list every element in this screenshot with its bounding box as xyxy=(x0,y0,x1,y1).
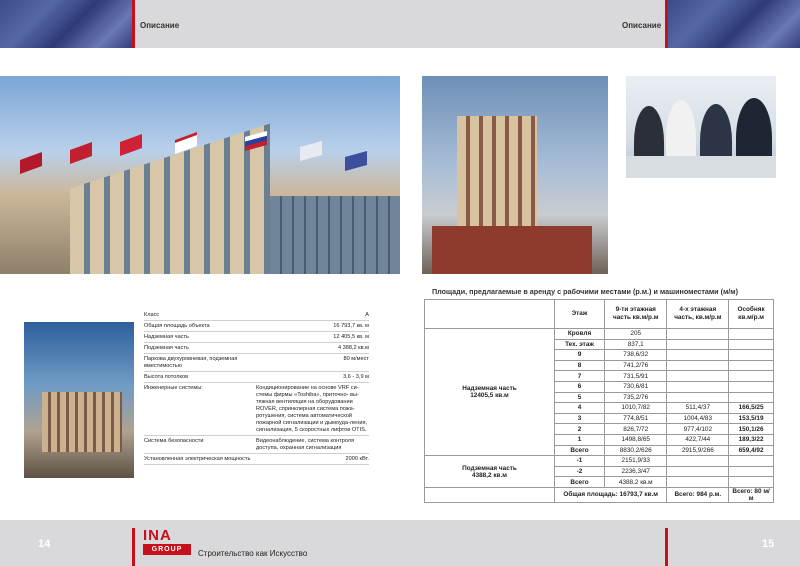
floor-cell: 6 xyxy=(555,381,605,392)
header-mansion: Особняк кв.м/р.м xyxy=(729,300,774,329)
flag-icon xyxy=(20,152,42,174)
cell-empty xyxy=(667,466,729,477)
cell-empty xyxy=(667,477,729,488)
people-photo xyxy=(626,76,776,178)
page-number-left: 14 xyxy=(38,538,51,550)
cell-9-floor: 741,2/76 xyxy=(605,360,667,371)
cell-4-floor xyxy=(667,350,729,361)
cell-mansion xyxy=(729,371,774,382)
floor-cell: -1 xyxy=(555,456,605,467)
header-4-floor: 4-х этажная часть, кв.м/р.м xyxy=(667,300,729,329)
cell-9-floor: 2236,3/47 xyxy=(605,466,667,477)
cell-mansion: 659,4/92 xyxy=(729,445,774,456)
floor-cell: 7 xyxy=(555,371,605,382)
below-ground-area: 4388,2 кв.м xyxy=(472,471,507,479)
below-ground-group xyxy=(425,456,555,488)
spec-row xyxy=(144,436,369,454)
cell-9-floor: 730,6/81 xyxy=(605,381,667,392)
cell-9-floor: 4388,2 кв.м xyxy=(605,477,667,488)
cell-mansion xyxy=(729,329,774,340)
header-photo-left xyxy=(0,0,132,48)
cell-mansion xyxy=(729,339,774,350)
cell-9-floor: 2151,9/33 xyxy=(605,456,667,467)
spec-value: 16 793,7 кв. м xyxy=(333,323,369,329)
area-table xyxy=(424,299,774,503)
cell-mansion xyxy=(729,381,774,392)
floor-cell: 9 xyxy=(555,350,605,361)
spec-key: Подземная часть xyxy=(144,345,189,351)
floor-cell: 5 xyxy=(555,392,605,403)
above-ground-label: Надземная часть xyxy=(462,385,517,393)
business-center-photo xyxy=(0,76,400,274)
building-night-photo xyxy=(24,322,134,478)
spec-row xyxy=(144,372,369,383)
floor-cell: 2 xyxy=(555,424,605,435)
cell-mansion xyxy=(729,350,774,361)
cell-mansion: 189,3/22 xyxy=(729,434,774,445)
header-title-right: Описание xyxy=(622,21,662,30)
tower-base xyxy=(432,226,592,274)
footer-empty xyxy=(425,487,555,502)
spec-value: Кондиционирование на основе VRF си-стемы фирмы «Toshiba», приточно- вы-тяжная вентиляция на оборудовании ROVER, спринклерная система пожа-ротушения, система автоматической пожарной сигнализации и дымоуда-ления, сигнализация, 5 скоростных лифтов OTIS. xyxy=(256,385,368,433)
total-parking-cell: Всего: 80 м/м xyxy=(729,487,774,502)
building-block xyxy=(42,392,122,452)
table-surface xyxy=(626,156,776,178)
cell-4-floor: 422,7/44 xyxy=(667,434,729,445)
cell-mansion: 150,1/26 xyxy=(729,424,774,435)
cell-9-floor: 8830,2/626 xyxy=(605,445,667,456)
floor-cell: 4 xyxy=(555,403,605,414)
table-row xyxy=(425,456,774,467)
cell-4-floor xyxy=(667,392,729,403)
footer-divider-left xyxy=(132,528,135,566)
spec-row xyxy=(144,343,369,354)
cell-empty xyxy=(729,456,774,467)
cell-9-floor: 738,6/32 xyxy=(605,350,667,361)
floor-cell: Всего xyxy=(555,477,605,488)
table-footer-row xyxy=(425,487,774,502)
spec-row xyxy=(144,454,369,465)
page-footer xyxy=(0,520,800,566)
header-floor: Этаж xyxy=(555,300,605,329)
above-ground-area: 12405,5 кв.м xyxy=(470,392,509,400)
spec-value: 4 388,2 кв.м xyxy=(337,345,369,351)
cell-9-floor: 1498,8/65 xyxy=(605,434,667,445)
cell-mansion xyxy=(729,360,774,371)
area-table-title: Площади, предлагаемые в аренду с рабочими местами (р.м.) и машиноместами (м/м) xyxy=(432,287,739,296)
cell-mansion: 166,5/25 xyxy=(729,403,774,414)
cell-9-floor: 774,8/51 xyxy=(605,413,667,424)
spec-value: 80 м/мест xyxy=(343,356,369,362)
footer-divider-right xyxy=(665,528,668,566)
cell-9-floor: 837,1 xyxy=(605,339,667,350)
cell-4-floor xyxy=(667,360,729,371)
flag-icon xyxy=(300,141,322,161)
header-9-floor: 9-ти этажная часть кв.м/р.м xyxy=(605,300,667,329)
cell-9-floor: 731,5/91 xyxy=(605,371,667,382)
spec-value: 2000 кВт. xyxy=(345,456,369,462)
cell-9-floor: 826,7/72 xyxy=(605,424,667,435)
header-title-left: Описание xyxy=(140,21,180,30)
cell-4-floor: 977,4/102 xyxy=(667,424,729,435)
cell-4-floor xyxy=(667,371,729,382)
spec-key: Надземная часть xyxy=(144,334,189,340)
spec-row xyxy=(144,383,369,436)
cell-9-floor: 735,2/76 xyxy=(605,392,667,403)
header-empty xyxy=(425,300,555,329)
floor-cell: 8 xyxy=(555,360,605,371)
floor-cell: Всего xyxy=(555,445,605,456)
spec-value: 3,6 - 3,9 м xyxy=(343,374,369,380)
cell-4-floor: 1004,4/83 xyxy=(667,413,729,424)
spec-row xyxy=(144,310,369,321)
header-divider-left xyxy=(132,0,135,48)
cell-4-floor xyxy=(667,339,729,350)
ina-group-logo xyxy=(143,528,191,558)
cell-empty xyxy=(667,456,729,467)
table-row xyxy=(425,329,774,340)
spec-value: Видеонаблюдение, система контроля доступа, охранная сигнализация xyxy=(256,438,355,451)
spec-value: А xyxy=(365,312,369,318)
cell-4-floor xyxy=(667,381,729,392)
cell-mansion xyxy=(729,392,774,403)
total-area-cell: Общая площадь: 16793,7 кв.м xyxy=(555,487,667,502)
building-facade xyxy=(70,124,270,274)
table-header-row xyxy=(425,300,774,329)
floor-cell: Кровля xyxy=(555,329,605,340)
spec-key: Инженерные системы: xyxy=(144,385,203,391)
spec-key: Высота потолков xyxy=(144,374,189,380)
spec-row xyxy=(144,332,369,343)
floor-cell: 1 xyxy=(555,434,605,445)
spec-row xyxy=(144,354,369,372)
floor-cell: -2 xyxy=(555,466,605,477)
cell-4-floor xyxy=(667,329,729,340)
flag-icon xyxy=(120,134,142,156)
total-workplaces-cell: Всего: 984 р.м. xyxy=(667,487,729,502)
spec-table xyxy=(144,310,369,465)
tower-photo xyxy=(422,76,608,274)
flag-icon xyxy=(345,151,367,171)
spec-row xyxy=(144,321,369,332)
spec-value: 12 405,5 кв. м xyxy=(333,334,369,340)
spec-key: Система безопасности xyxy=(144,438,204,444)
cell-4-floor: 511,4/37 xyxy=(667,403,729,414)
cell-empty xyxy=(729,466,774,477)
below-ground-label: Подземная часть xyxy=(462,464,517,472)
cell-9-floor: 205 xyxy=(605,329,667,340)
glass-tower xyxy=(270,196,400,274)
above-ground-group xyxy=(425,329,555,456)
cell-9-floor: 1010,7/82 xyxy=(605,403,667,414)
header-photo-right xyxy=(668,0,800,48)
floor-cell: 3 xyxy=(555,413,605,424)
spec-key: Общая площадь объекта xyxy=(144,323,210,329)
flag-icon xyxy=(70,142,92,164)
spec-key: Класс xyxy=(144,312,160,318)
page-number-right: 15 xyxy=(762,538,775,550)
logo-wordmark: INA xyxy=(143,527,172,544)
logo-subtitle: GROUP xyxy=(143,544,191,555)
cell-empty xyxy=(729,477,774,488)
cell-4-floor: 2915,9/266 xyxy=(667,445,729,456)
company-slogan: Строительство как Искусство xyxy=(198,549,308,558)
cell-mansion: 153,5/19 xyxy=(729,413,774,424)
floor-cell: Тех. этаж xyxy=(555,339,605,350)
spec-key: Паркова двухуровневая, подземная вместимостью xyxy=(144,356,238,369)
spec-key: Установленная электрическая мощность xyxy=(144,456,251,462)
